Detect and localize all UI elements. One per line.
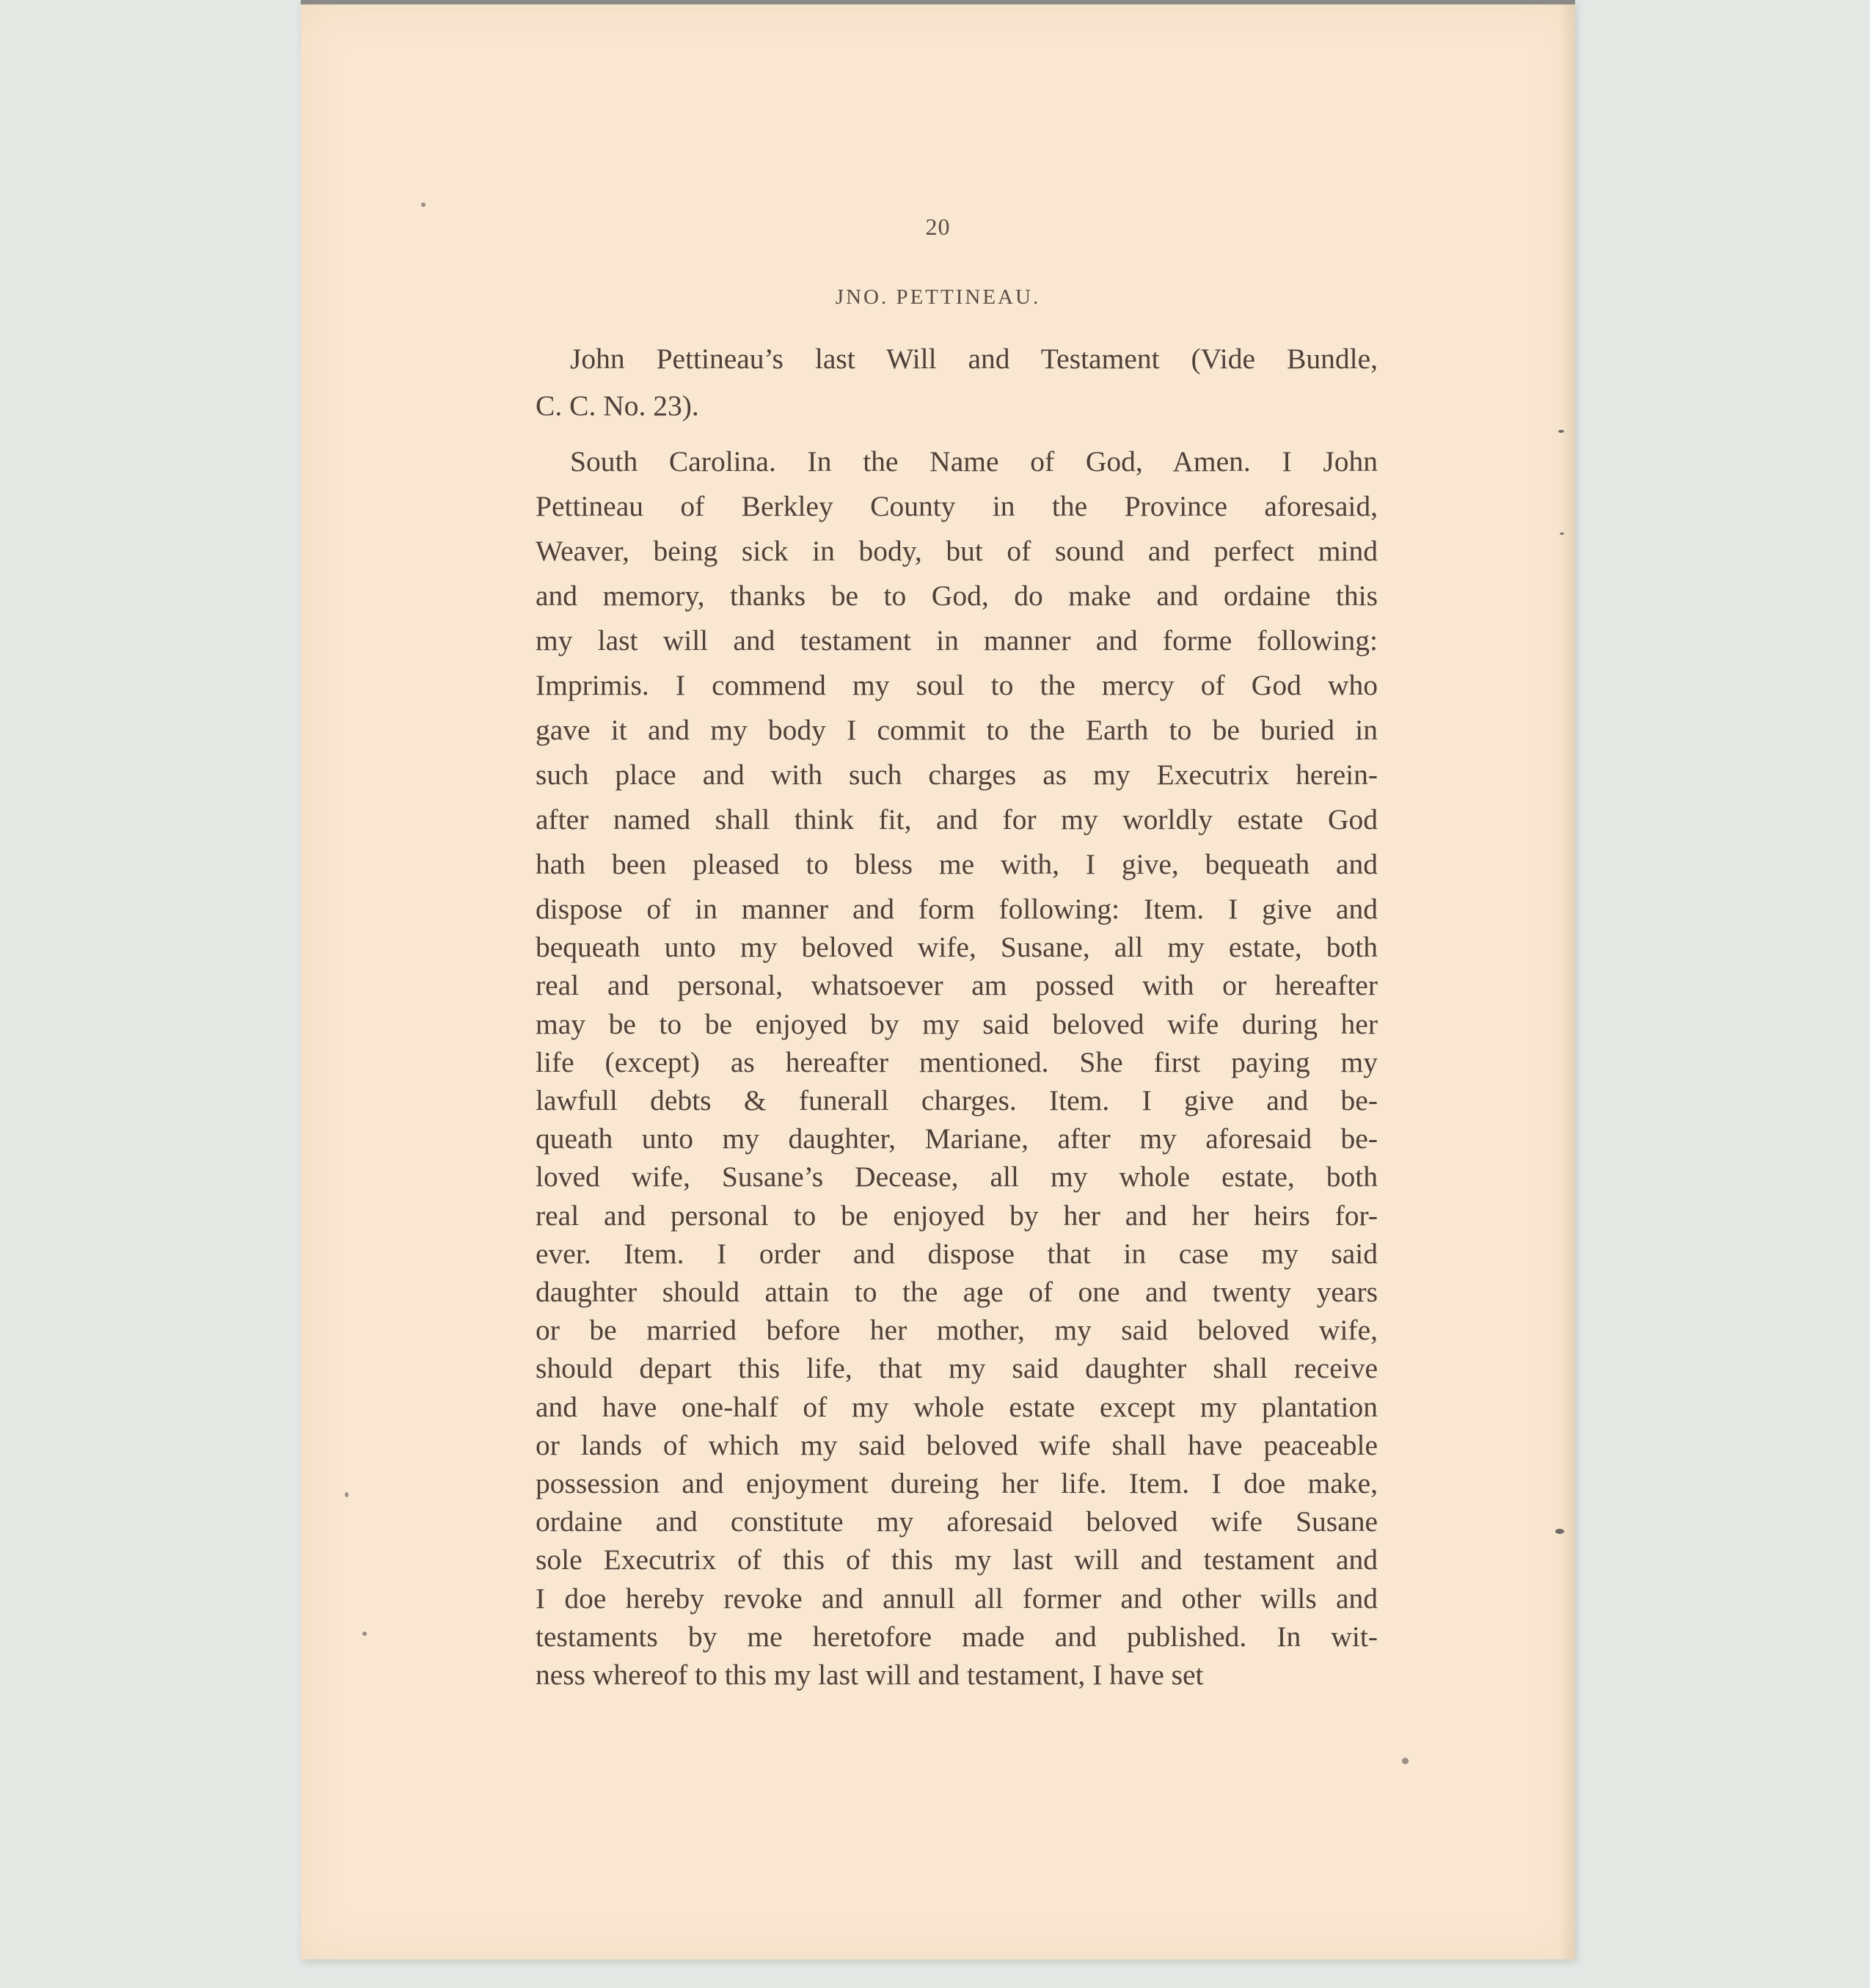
will-line: and have one-half of my whole estate except my plantation <box>536 1390 1378 1423</box>
will-line: I doe hereby revoke and annull all former and other wills and <box>536 1582 1378 1615</box>
will-line: Pettineau of Berkley County in the Province aforesaid, <box>536 490 1378 522</box>
will-line: such place and with such charges as my Executrix herein- <box>536 759 1378 791</box>
will-line: my last will and testament in manner and forme following: <box>536 624 1378 657</box>
will-line: ness whereof to this my last will and testament, I have set <box>536 1659 1204 1691</box>
will-line: life (except) as hereafter mentioned. She first paying my <box>536 1045 1378 1078</box>
will-line: daughter should attain to the age of one and twenty years <box>536 1276 1378 1308</box>
paper-speck <box>345 1492 348 1497</box>
paper-speck <box>1555 1529 1564 1534</box>
will-line: after named shall think fit, and for my worldly estate God <box>536 803 1378 836</box>
page-number: 20 <box>925 213 951 240</box>
will-line: ordaine and constitute my aforesaid beloved wife Susane <box>536 1505 1378 1538</box>
paper-speck <box>1402 1758 1409 1764</box>
will-line: dispose of in manner and form following: Item. I give and <box>536 893 1378 925</box>
will-line: and memory, thanks be to God, do make and ordaine this <box>536 580 1378 612</box>
paper-speck <box>421 202 426 207</box>
will-line: or lands of which my said beloved wife shall have peaceable <box>536 1428 1378 1461</box>
will-line: lawfull debts & funerall charges. Item. I give and be- <box>536 1084 1378 1117</box>
will-line: should depart this life, that my said daughter shall receive <box>536 1352 1378 1385</box>
will-line: gave it and my body I commit to the Earth to be buried in <box>536 714 1378 746</box>
intro-line: C. C. No. 23). <box>536 390 699 422</box>
will-line: Imprimis. I commend my soul to the mercy of God who <box>536 669 1378 701</box>
will-line: South Carolina. In the Name of God, Amen. I John <box>570 445 1378 478</box>
intro-line: John Pettineau’s last Will and Testament (Vide Bundle, <box>570 343 1378 375</box>
will-line: possession and enjoyment dureing her life. Item. I doe make, <box>536 1467 1378 1499</box>
will-line: sole Executrix of this of this my last will and testament and <box>536 1543 1378 1576</box>
will-line: queath unto my daughter, Mariane, after my aforesaid be- <box>536 1122 1378 1155</box>
paper-speck <box>362 1631 367 1636</box>
will-line: testaments by me heretofore made and published. In wit- <box>536 1620 1378 1653</box>
will-line: ever. Item. I order and dispose that in case my said <box>536 1237 1378 1270</box>
will-line: hath been pleased to bless me with, I give, bequeath and <box>536 848 1378 880</box>
will-line: real and personal to be enjoyed by her and her heirs for- <box>536 1199 1378 1232</box>
section-heading: JNO. PETTINEAU. <box>835 285 1041 309</box>
will-line: bequeath unto my beloved wife, Susane, all my estate, both <box>536 931 1378 964</box>
book-page <box>301 0 1575 1959</box>
will-line: or be married before her mother, my said beloved wife, <box>536 1314 1378 1347</box>
paper-speck <box>1558 430 1564 433</box>
will-line: real and personal, whatsoever am possed with or hereafter <box>536 969 1378 1002</box>
will-line: may be to be enjoyed by my said beloved wife during her <box>536 1007 1378 1040</box>
paper-speck <box>1560 533 1564 535</box>
will-line: loved wife, Susane’s Decease, all my whole estate, both <box>536 1161 1378 1194</box>
will-line: Weaver, being sick in body, but of sound and perfect mind <box>536 535 1378 567</box>
